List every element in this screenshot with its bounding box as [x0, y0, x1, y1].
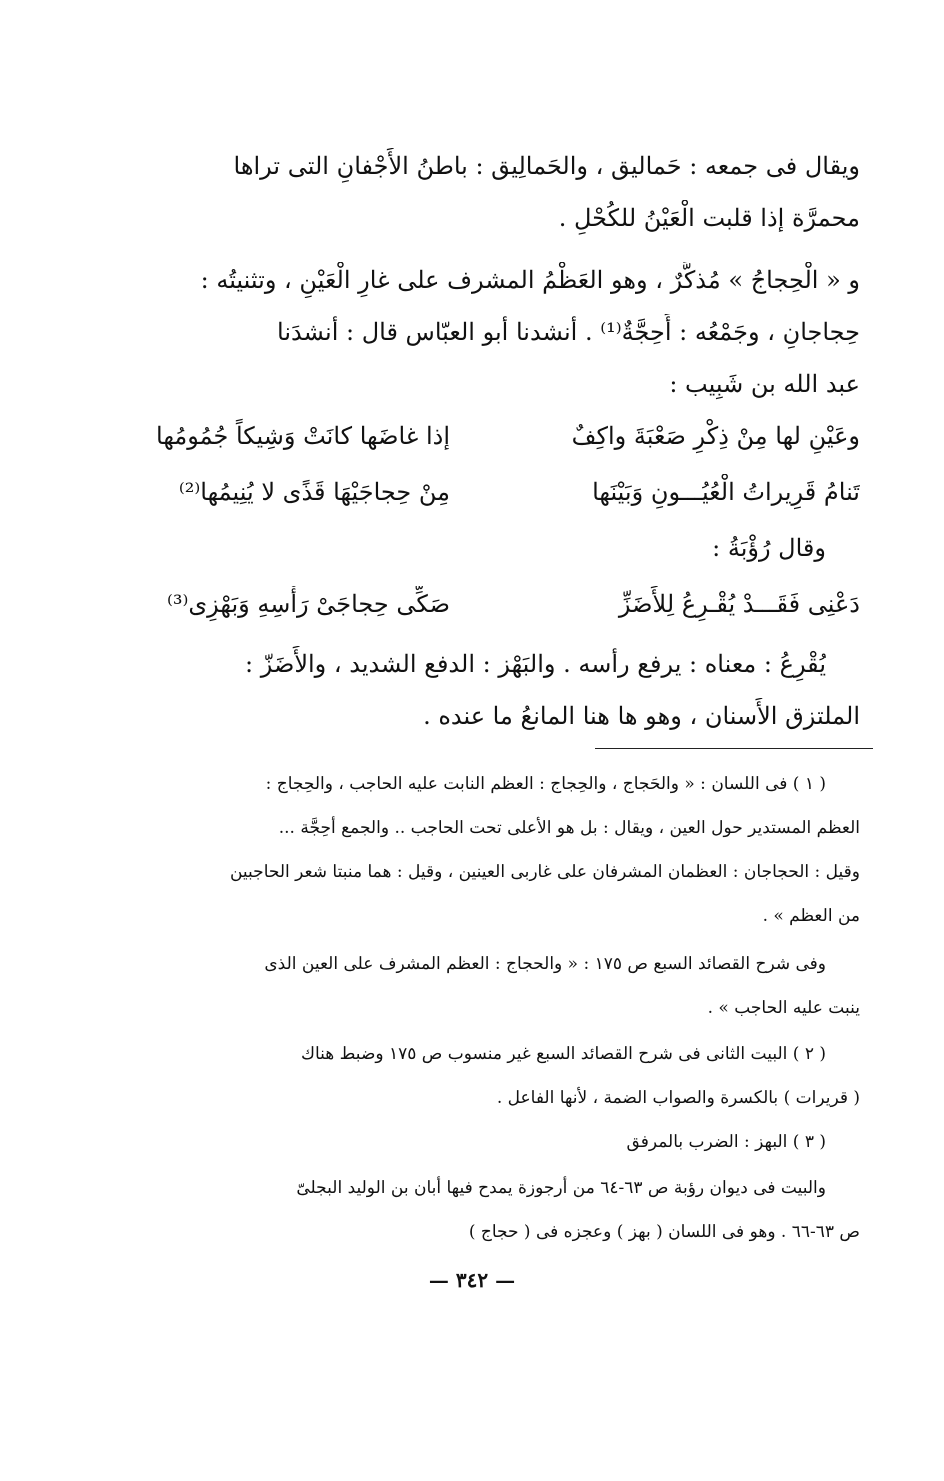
body-line: ويقال فى جمعه : حَماليق ، والحَمالِيق : باطنُ الأَجْفانِ التى تراها: [233, 152, 860, 180]
page-number: — ٣٤٢ —: [428, 1268, 516, 1292]
footnote-line: وقيل : الحجاجان : العظمان المشرفان على غاربى العينين ، وقيل : هما منبتا شعر الحاجبين: [229, 862, 860, 882]
footnote-line: وفى شرح القصائد السبع ص ١٧٥ : « والحجاج : العظم المشرف على العين الذى: [264, 954, 826, 974]
footnote-separator: [595, 748, 873, 749]
verse-first-hemistich: تَنامُ قَرِيراتُ الْعُيُـــونِ وَبَيْنَها: [592, 478, 860, 506]
body-line: محمرَّة إذا قلبت الْعَيْنُ للكُحْلِ .: [558, 204, 860, 232]
footnote-line: ( قريرات ) بالكسرة والصواب الضمة ، لأنها الفاعل .: [496, 1088, 860, 1108]
body-line: عبد الله بن شَبِيب :: [669, 370, 860, 398]
verse-second-hemistich: صَكِّى حِجاجَىْ رَأْسِهِ وَبَهْزِى⁽³⁾: [166, 590, 450, 618]
footnote-line: ( ١ ) فى اللسان : « والحَجاج ، والحِجاج : العظم النابت عليه الحاجب ، والحِجاج :: [265, 774, 826, 794]
body-line: يُقْرِعُ : معناه : يرفع رأسه . والبَهْز : الدفع الشديد ، والأَضَزّ :: [244, 650, 826, 678]
footnote-line: ( ٣ ) البهز : الضرب بالمرفق: [626, 1132, 826, 1152]
footnote-line: من العظم » .: [762, 906, 860, 926]
verse-second-hemistich: مِنْ حِجاجَيْهَا قَذًى لا يُنِيمُها⁽²⁾: [178, 478, 450, 506]
verse-second-hemistich: إذا غاضَها كانَتْ وَشِيكاً جُمُومُها: [156, 422, 450, 450]
verse-first-hemistich: وعَيْنٍ لها مِنْ ذِكْرِ صَعْبَةَ واكِفٌ: [571, 422, 860, 450]
verse-first-hemistich: دَعْنِى فَقَـــدْ يُقْـرِعُ لِلأَضَزِّ: [618, 590, 860, 618]
footnote-line: والبيت فى ديوان رؤبة ص ٦٣-٦٤ من أرجوزة يمدح فيها أبان بن الوليد البجلىّ: [296, 1178, 826, 1198]
body-line: حِجاجانِ ، وجَمْعُه : أَحِجَّةٌ⁽¹⁾ . أنشدنا أبو العبّاس قال : أنشدَنا: [277, 318, 860, 346]
footnote-line: ( ٢ ) البيت الثانى فى شرح القصائد السبع غير منسوب ص ١٧٥ وضبط هناك: [300, 1044, 826, 1064]
footnote-line: ص ٦٣-٦٦ . وهو فى اللسان ( بهز ) وعجزه فى ( حجاج ): [468, 1222, 860, 1242]
body-line: وقال رُؤْبَةُ :: [712, 534, 826, 562]
footnote-line: العظم المستدير حول العين ، ويقال : بل هو الأعلى تحت الحاجب .. والجمع أحِجَّة ...: [278, 818, 860, 838]
body-line: و « الْحِجاجُ » مُذكَّرٌ ، وهو العَظْمُ المشرف على غارِ الْعَيْنِ ، وتثنيتُه :: [200, 266, 860, 294]
footnote-line: ينبت عليه الحاجب » .: [707, 998, 860, 1018]
body-line: الملتزق الأَسنان ، وهو ها هنا المانعُ ما عنده .: [423, 702, 860, 730]
